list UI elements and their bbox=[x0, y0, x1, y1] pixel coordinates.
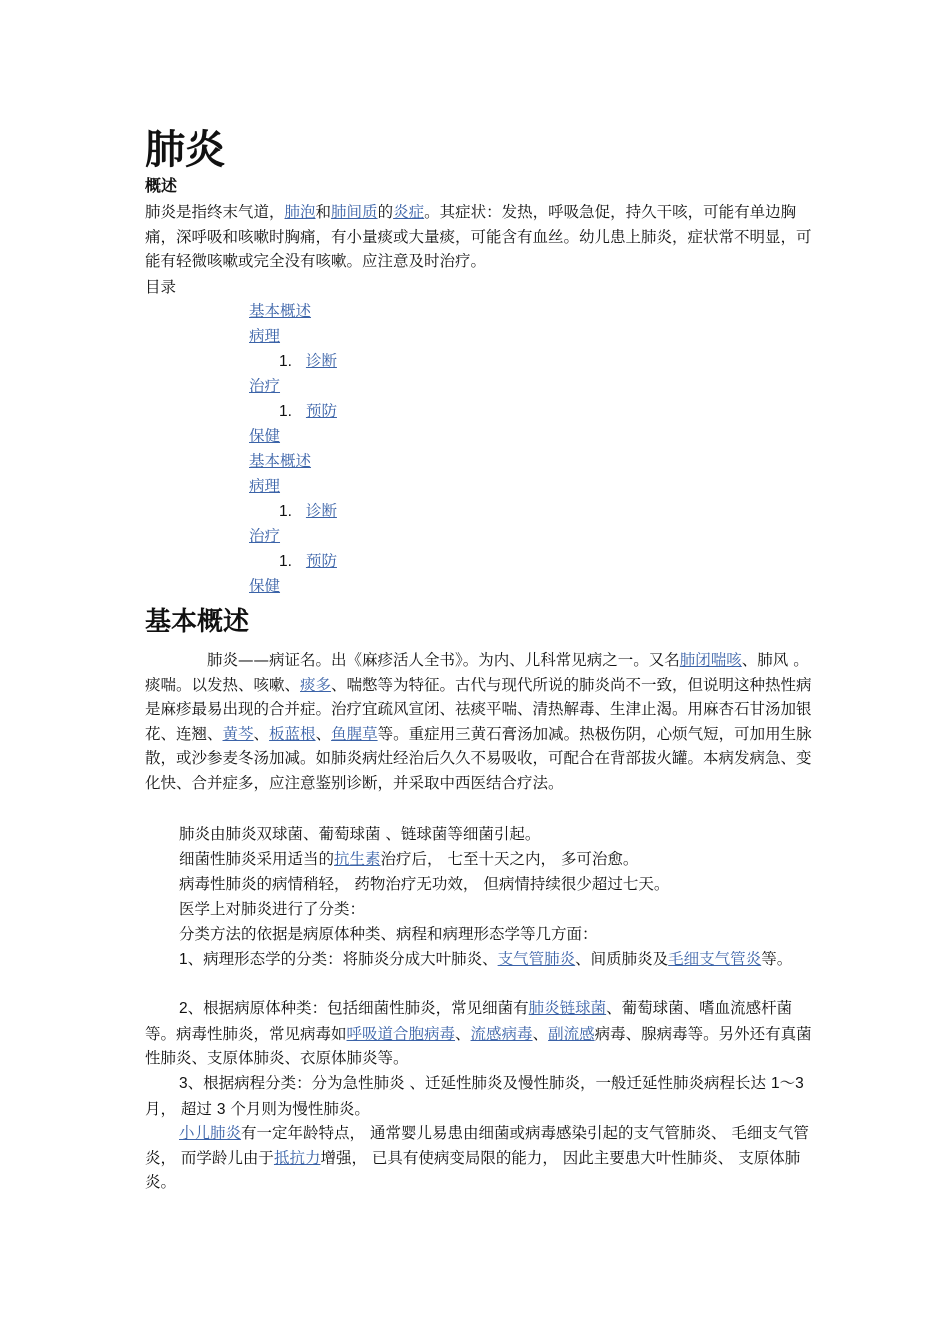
body-text: 、肺风 。痰喘。以发热、咳嗽、 bbox=[145, 651, 809, 694]
intro-paragraph bbox=[145, 200, 820, 274]
body-text: 、喘憋等为特征。古代与现代所说的肺炎尚不一致，但说明这种热性病是麻疹最易出现的合并症。治疗宜疏风宣闭、祛痰平喘、清热解毒、生津止渴。用麻杏石甘汤加银花、连翘、 bbox=[145, 675, 812, 743]
body-text: 病毒、腺病毒等。另外还有真菌性肺炎、支原体肺炎、衣原体肺炎等。 bbox=[145, 1024, 812, 1067]
link-resistance[interactable]: 抵抗力 bbox=[273, 1148, 321, 1167]
toc-link-prevention[interactable]: 预防 bbox=[305, 552, 337, 570]
toc-number: 1. bbox=[279, 403, 292, 420]
body-text: 有一定年龄特点， 通常婴儿易患由细菌或病毒感染引起的支气管肺炎、 毛细支气管炎， 而学龄儿由于 bbox=[145, 1124, 809, 1167]
body-text: 等。 bbox=[761, 950, 793, 968]
children-paragraph bbox=[145, 1121, 820, 1195]
intro-text: 和 bbox=[315, 203, 332, 221]
link-antibiotics[interactable]: 抗生素 bbox=[334, 850, 381, 868]
link-lung-closure[interactable]: 肺闭喘咳 bbox=[679, 651, 742, 669]
link-houttuynia[interactable]: 鱼腥草 bbox=[331, 724, 378, 743]
body-text: 、 bbox=[532, 1024, 549, 1043]
list-number: 1 bbox=[179, 951, 188, 968]
toc-link-pathology[interactable]: 病理 bbox=[249, 327, 281, 345]
body-text: 、 bbox=[253, 724, 270, 743]
body-text: 、葡萄球菌、嗜血流感杆菌等。病毒性肺炎，常见病毒如 bbox=[145, 999, 793, 1043]
body-text: 细菌性肺炎采用适当的 bbox=[179, 850, 335, 868]
toc-number: 1. bbox=[279, 553, 292, 570]
section-heading: 基本概述 bbox=[145, 607, 250, 637]
bacterial-line bbox=[145, 847, 820, 872]
toc-link-treatment[interactable]: 治疗 bbox=[249, 527, 281, 545]
body-text: 、间质肺炎及 bbox=[575, 950, 669, 968]
link-child-pneumonia[interactable]: 小儿肺炎 bbox=[179, 1124, 242, 1142]
toc-link-prevention[interactable]: 预防 bbox=[305, 402, 337, 420]
toc-number: 1. bbox=[279, 353, 292, 370]
classification-3 bbox=[145, 1071, 820, 1122]
body-text: 月， 超过 bbox=[145, 1099, 217, 1118]
link-influenza-virus[interactable]: 流感病毒 bbox=[470, 1024, 533, 1043]
link-alveolus[interactable]: 肺泡 bbox=[284, 203, 316, 221]
table-of-contents bbox=[249, 300, 337, 600]
number: 1 bbox=[770, 1075, 780, 1092]
list-number: 3 bbox=[179, 1075, 188, 1092]
link-parainfluenza[interactable]: 副流感 bbox=[548, 1024, 595, 1043]
link-phlegm[interactable]: 痰多 bbox=[300, 675, 332, 694]
link-streptococcus[interactable]: 肺炎链球菌 bbox=[528, 999, 607, 1017]
classification-intro: 医学上对肺炎进行了分类： bbox=[179, 900, 366, 918]
body-text: 、根据病原体种类：包括细菌性肺炎，常见细菌有 bbox=[187, 999, 529, 1017]
intro-text: 。其症状：发热，呼吸急促，持久干咳，可能有单边胸痛，深呼吸和咳嗽时胸痛，有小量痰或大量痰，可能含有血丝。幼儿患上肺炎，症状常不明显，可能有轻微咳嗽或完全没有咳嗽。应注意及时治疗。 bbox=[145, 203, 812, 270]
overview-heading: 概述 bbox=[145, 176, 178, 195]
body-text: 、 bbox=[455, 1024, 471, 1043]
classification-1 bbox=[145, 947, 820, 973]
page-title: 肺炎 bbox=[145, 127, 225, 173]
toc-number: 1. bbox=[279, 503, 292, 520]
viral-line: 病毒性肺炎的病情稍轻， 药物治疗无功效， 但病情持续很少超过七天。 bbox=[179, 875, 670, 893]
toc-link-diagnosis[interactable]: 诊断 bbox=[305, 502, 337, 520]
toc-link-care[interactable]: 保健 bbox=[249, 577, 281, 595]
body-text: 肺炎——病证名。出《麻疹活人全书》。为内、儿科常见病之一。又名 bbox=[207, 651, 680, 669]
link-interstitium[interactable]: 肺间质 bbox=[331, 203, 378, 221]
toc-link-treatment[interactable]: 治疗 bbox=[249, 377, 281, 395]
body-text: 治疗后， 七至十天之内， 多可治愈。 bbox=[380, 850, 639, 868]
body-text: 、根据病程分类：分为急性肺炎 、迁延性肺炎及慢性肺炎，一般迁延性肺炎病程长达 bbox=[187, 1074, 771, 1092]
toc-link-overview[interactable]: 基本概述 bbox=[249, 452, 312, 470]
body-text: ～ bbox=[779, 1074, 796, 1092]
intro-text: 肺炎是指终末气道， bbox=[145, 203, 285, 221]
number: 3 bbox=[216, 1100, 226, 1118]
intro-text: 的 bbox=[377, 203, 394, 221]
cause-line: 肺炎由肺炎双球菌、葡萄球菌 、链球菌等细菌引起。 bbox=[179, 825, 541, 843]
classification-2 bbox=[145, 996, 820, 1071]
classification-basis: 分类方法的依据是病原体种类、病程和病理形态学等几方面： bbox=[179, 925, 598, 943]
list-number: 2 bbox=[179, 1000, 188, 1017]
number: 3 bbox=[795, 1075, 804, 1092]
toc-link-pathology[interactable]: 病理 bbox=[249, 477, 281, 495]
toc-label: 目录 bbox=[145, 278, 177, 296]
link-bronchiolitis[interactable]: 毛细支气管炎 bbox=[668, 950, 762, 968]
link-scutellaria[interactable]: 黄芩 bbox=[222, 724, 254, 743]
link-inflammation[interactable]: 炎症 bbox=[393, 203, 425, 221]
toc-link-care[interactable]: 保健 bbox=[249, 427, 281, 445]
body-text: 、病理形态学的分类：将肺炎分成大叶肺炎、 bbox=[187, 950, 498, 968]
toc-link-overview[interactable]: 基本概述 bbox=[249, 302, 312, 320]
body-text: 等。重症用三黄石膏汤加减。热极伤阴，心烦气短，可加用生脉散，或沙参麦冬汤加减。如肺炎病灶经治后久久不易吸收，可配合在背部拔火罐。本病发病急、变化快、合并症多，应注意鉴别诊断，并采取中西医结合疗法。 bbox=[145, 724, 812, 792]
link-rsv[interactable]: 呼吸道合胞病毒 bbox=[346, 1024, 456, 1043]
body-text: 个月则为慢性肺炎。 bbox=[225, 1099, 370, 1118]
toc-link-diagnosis[interactable]: 诊断 bbox=[305, 352, 337, 370]
body-text: 、 bbox=[315, 724, 332, 743]
link-bronchopneumonia[interactable]: 支气管肺炎 bbox=[497, 950, 576, 968]
overview-paragraph bbox=[145, 648, 820, 795]
body-text: 增强， 已具有使病变局限的能力， 因此主要患大叶性肺炎、 支原体肺炎。 bbox=[145, 1148, 801, 1191]
link-isatis-root[interactable]: 板蓝根 bbox=[269, 724, 316, 743]
